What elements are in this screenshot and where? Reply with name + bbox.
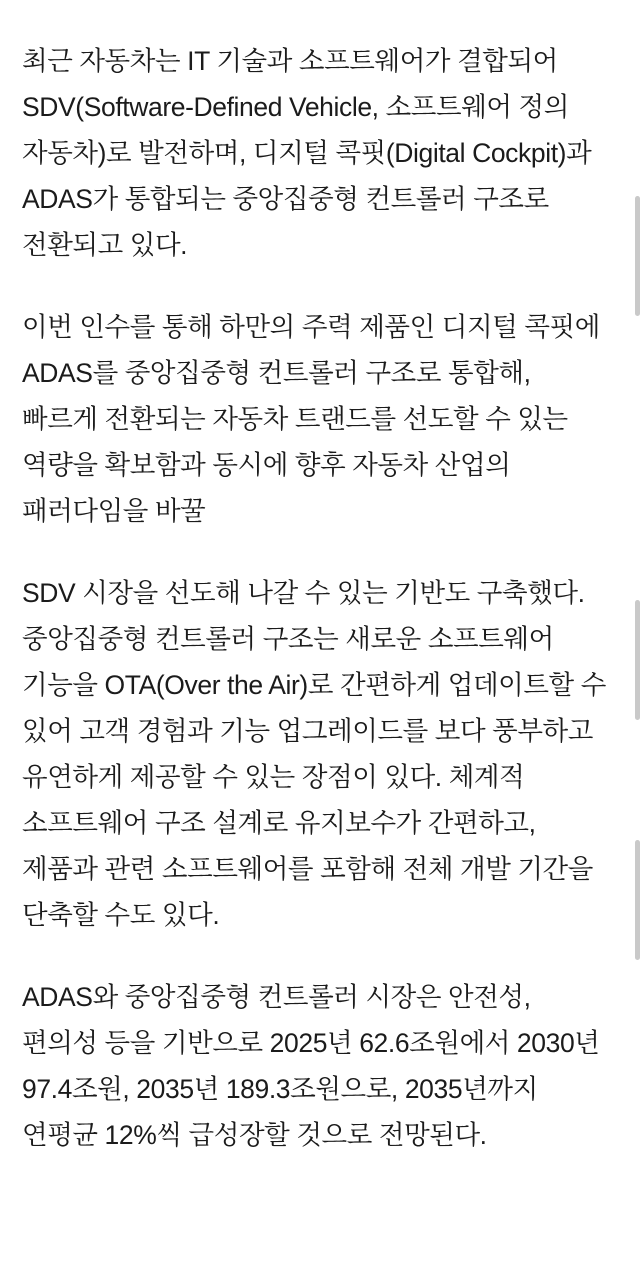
paragraph-3: SDV 시장을 선도해 나갈 수 있는 기반도 구축했다. 중앙집중형 컨트롤러 구조는 새로운 소프트웨어 기능을 OTA(Over the Air)로 간편하게 업데이트할 수 있어 고객 경험과 기능 업그레이드를 보다 풍부하고 유연하게 제공할 수 있는 장점이 있다. 체계적 소프트웨어 구조 설계로 유지보수가 간편하고, 제품과 관련 소프트웨어를 포함해 전체 개발 기간을 단축할 수도 있다. [22, 578, 613, 930]
paragraph-2: 이번 인수를 통해 하만의 주력 제품인 디지털 콕핏에 ADAS를 중앙집중형 컨트롤러 구조로 통합해, 빠르게 전환되는 자동차 트랜드를 선도할 수 있는 역량을 확보함과 동시에 향후 자동차 산업의 패러다임을 바꿀 [22, 312, 607, 526]
paragraph-1: 최근 자동차는 IT 기술과 소프트웨어가 결합되어 SDV(Software-Defined Vehicle, 소프트웨어 정의 자동차)로 발전하며, 디지털 콕핏(Digital Cockpit)과 ADAS가 통합되는 중앙집중형 컨트롤러 구조로 전환되고 있다. [22, 46, 599, 260]
paragraph-4: ADAS와 중앙집중형 컨트롤러 시장은 안전성, 편의성 등을 기반으로 2025년 62.6조원에서 2030년 97.4조원, 2035년 189.3조원으로, 2035년까지 연평균 12%씩 급성장할 것으로 전망된다. [22, 982, 607, 1150]
